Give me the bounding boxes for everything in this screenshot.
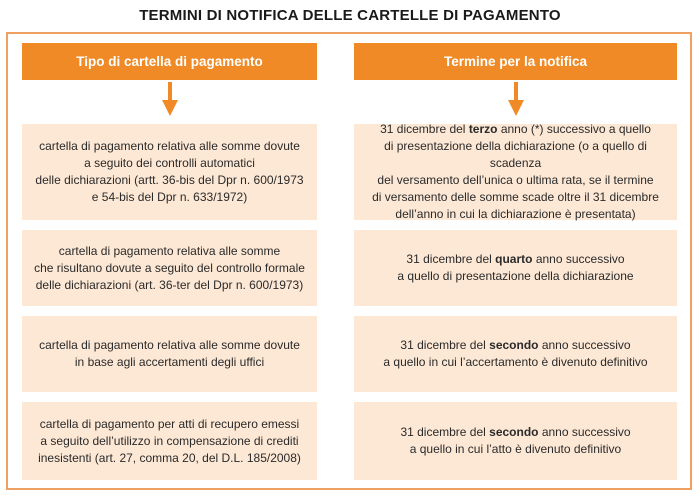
table-row-3-termine xyxy=(354,316,677,392)
table-row-1-termine xyxy=(354,124,677,220)
table-row-3-tipo xyxy=(22,316,317,392)
cell-text: cartella di pagamento relativa alle somme dovute a seguito dei controlli automatici delle dichiarazioni (artt. 36-bis del Dpr n. 600/1973 e 54-bis del Dpr n. 633/1972) xyxy=(35,139,304,204)
arrow-down-icon xyxy=(162,82,178,116)
cell-text-prefix: 31 dicembre del xyxy=(400,338,490,352)
header-tipo-cartella xyxy=(22,43,317,80)
table-row-2-tipo xyxy=(22,230,317,306)
cell-text-bold: secondo xyxy=(489,338,539,352)
cell-text-bold: quarto xyxy=(495,252,533,266)
header-tipo-cartella-label: Tipo di cartella di pagamento xyxy=(76,54,263,69)
cell-text-bold: terzo xyxy=(468,122,498,136)
cell-text-prefix: 31 dicembre del xyxy=(380,122,469,136)
table-row-1-tipo xyxy=(22,124,317,220)
page-title: TERMINI DI NOTIFICA DELLE CARTELLE DI PAGAMENTO xyxy=(139,7,561,24)
table-row-4-tipo xyxy=(22,402,317,480)
cell-text-suffix: anno (*) successivo a quello di presentazione della dichiarazione (o a quello di scadenza del versamento dell’unica o ultima rata, se il termine di versamento delle somme scade oltre il 31 dicembre dell’anno in cui la dichiarazione è presentata) xyxy=(372,122,659,221)
arrow-down-icon xyxy=(508,82,524,116)
cell-text-suffix: anno successivo a quello in cui l’atto è divenuto definitivo xyxy=(409,425,631,456)
header-termine-notifica xyxy=(354,43,677,80)
cell-text-prefix: 31 dicembre del xyxy=(406,252,496,266)
table-row-4-termine xyxy=(354,402,677,480)
cell-text: cartella di pagamento relativa alle somme dovute in base agli accertamenti degli uffici xyxy=(39,338,300,369)
cell-text xyxy=(397,251,633,285)
cell-text: cartella di pagamento relativa alle somme che risultano dovute a seguito del controllo formale delle dichiarazioni (art. 36-ter del Dpr n. 600/1973) xyxy=(34,243,305,292)
cell-text: cartella di pagamento per atti di recupero emessi a seguito dell’utilizzo in compensazione di crediti inesistenti (art. 27, comma 20, del D.L. 185/2008) xyxy=(38,416,301,465)
cell-text-prefix: 31 dicembre del xyxy=(400,425,490,439)
cell-text xyxy=(362,121,669,223)
cell-text-suffix: anno successivo a quello in cui l’accertamento è divenuto definitivo xyxy=(383,338,648,369)
cell-text-bold: secondo xyxy=(489,425,539,439)
cell-text xyxy=(400,424,630,458)
table-row-2-termine xyxy=(354,230,677,306)
cell-text xyxy=(383,337,647,371)
header-termine-notifica-label: Termine per la notifica xyxy=(443,54,588,69)
cell-text-suffix: anno successivo a quello di presentazione della dichiarazione xyxy=(397,252,634,283)
